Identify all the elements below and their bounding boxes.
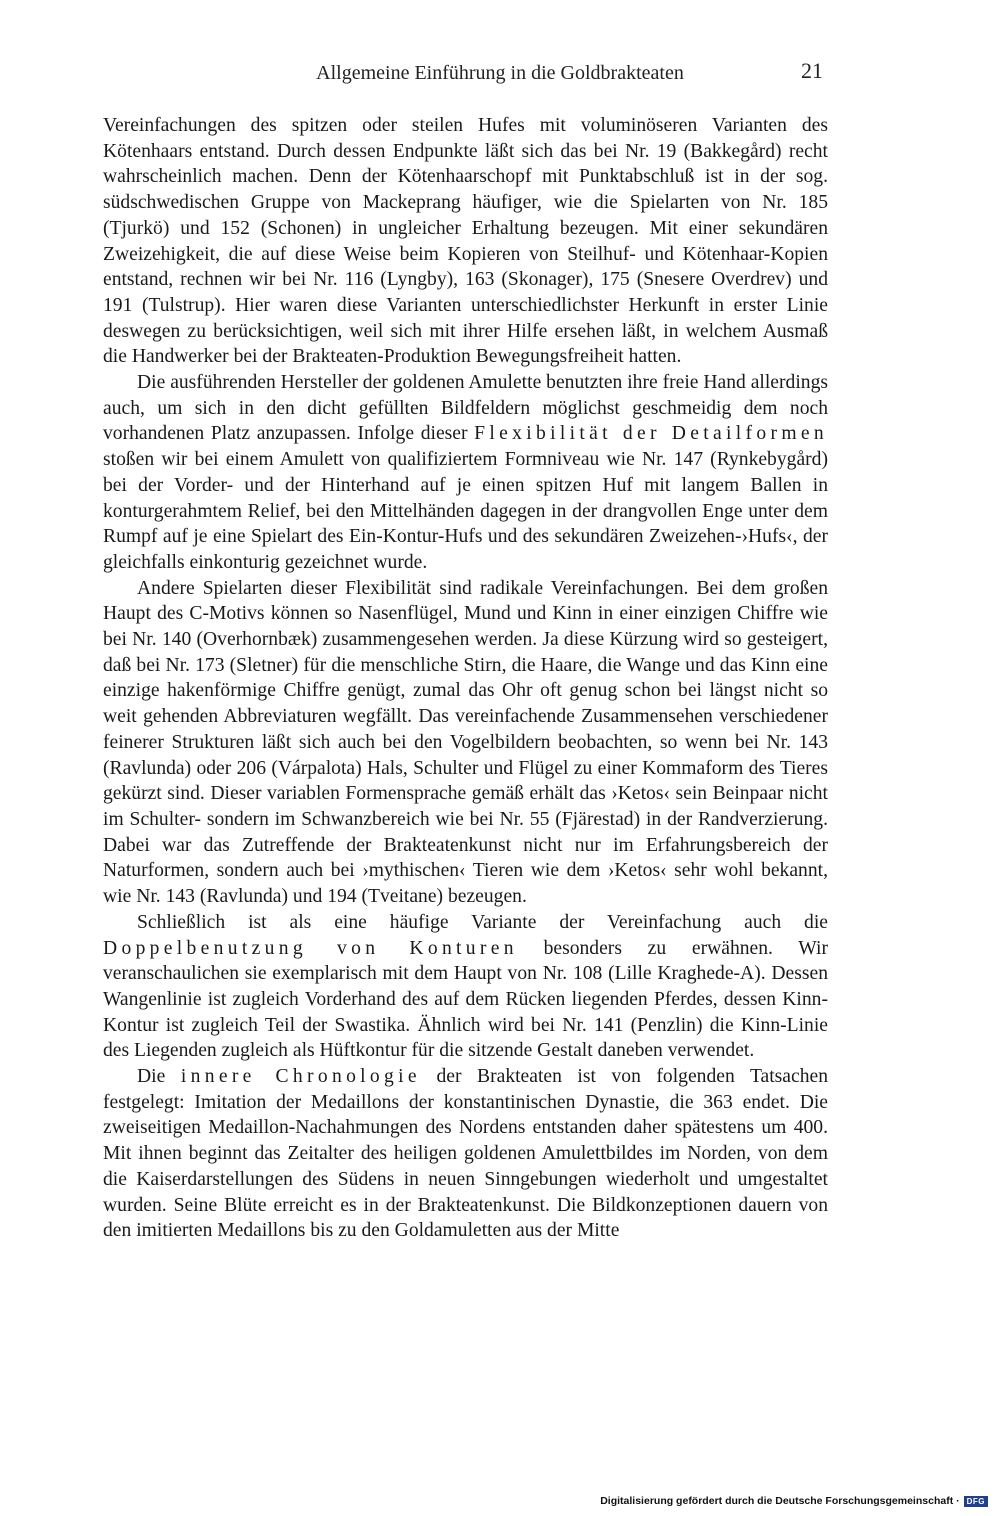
credit-text: Digitalisierung gefördert durch die Deutsche Forschungsgemeinschaft · — [600, 1495, 960, 1507]
spaced-emphasis: Doppelbenutzung von Konturen — [103, 937, 518, 959]
text-segment: Vereinfachungen des spitzen oder steilen Hufes mit voluminöseren Varianten des Kötenhaars entstand. Durch dessen Endpunkte läßt sich das bei Nr. 19 (Bakkegård) recht wahrscheinlich machen. Denn der Kötenhaarschopf mit Punktabschluß ist in der sog. südschwedischen Gruppe von Mackeprang häufiger, wie die Spielarten von Nr. 185 (Tjurkö) und 152 (Schonen) in ungleicher Erhaltung bezeugen. Mit einer sekundären Zweizehigkeit, die auf diese Weise beim Kopieren von Steilhuf- und Kötenhaar-Kopien entstand, rechnen wir bei Nr. 116 (Lyngby), 163 (Skonager), 175 (Snesere Overdrev) und 191 (Tulstrup). Hier waren diese Varianten unterschiedlichster Herkunft in erster Linie deswegen zu berücksichtigen, weil sich mit ihrer Hilfe ersehen läßt, in welchem Ausmaß die Handwerker bei der Brakteaten-Produktion Bewegungsfreiheit hatten. — [103, 115, 828, 368]
body-text — [103, 113, 828, 1244]
text-segment: Andere Spielarten dieser Flexibilität sind radikale Vereinfachungen. Bei dem großen Haupt des C-Motivs können so Nasenflügel, Mund und Kinn in einer einzigen Chiffre wie bei Nr. 140 (Overhornbæk) zusammengesehen werden. Ja diese Kürzung wird so gesteigert, daß bei Nr. 173 (Sletner) für die menschliche Stirn, die Haare, die Wange und das Kinn eine einzige hakenförmige Chiffre genügt, zumal das Ohr oft genug schon bei längst nicht so weit gehenden Abbreviaturen wegfällt. Das vereinfachende Zusammensehen verschiedener feinerer Strukturen läßt sich auch bei den Vogelbildern beobachten, so wenn bei Nr. 143 (Ravlunda) oder 206 (Várpalota) Hals, Schulter und Flügel zu einer Kommaform des Tieres gekürzt sind. Dieser variablen Formensprache gemäß erhält das ›Ketos‹ sein Beinpaar nicht im Schulter- sondern im Schwanzbereich wie bei Nr. 55 (Fjärestad) in der Randverzierung. Dabei war das Zutreffende der Brakteatenkunst nicht nur im Erfahrungsbereich der Naturformen, sondern auch bei ›mythischen‹ Tieren wie dem ›Ketos‹ sehr wohl bekannt, wie Nr. 143 (Ravlunda) und 194 (Tveitane) bezeugen. — [103, 577, 828, 908]
digitization-credit — [600, 1495, 988, 1507]
paragraph-3 — [103, 576, 828, 910]
spaced-emphasis: Flexibilität der Detailformen — [474, 423, 828, 445]
paragraph-1 — [103, 113, 828, 370]
paragraph-2 — [103, 370, 828, 576]
dfg-logo: DFG — [964, 1496, 988, 1507]
paragraph-5 — [103, 1064, 828, 1244]
running-title: Allgemeine Einführung in die Goldbrakteaten — [316, 62, 684, 84]
text-segment: Schließlich ist als eine häufige Variante der Vereinfachung auch die — [137, 911, 828, 933]
text-segment: Die — [137, 1066, 181, 1088]
text-segment: der Brakteaten ist von folgenden Tatsachen festgelegt: Imitation der Medaillons der konstantinischen Dynastie, die 363 endet. Die zweiseitigen Medaillon-Nachahmungen des Nordens entstanden daher spätestens um 400. Mit ihnen beginnt das Zeitalter des heiligen goldenen Amulettbildes im Norden, von dem die Kaiserdarstellungen des Südens in neuen Sinngebungen wiederholt und umgestaltet wurden. Seine Blüte erreicht es in der Brakteatenkunst. Die Bildkonzeptionen dauern von den imitierten Medaillons bis zu den Goldamuletten aus der Mitte — [103, 1066, 828, 1242]
spaced-emphasis: innere Chronologie — [180, 1066, 421, 1088]
text-segment: stoßen wir bei einem Amulett von qualifiziertem Formniveau wie Nr. 147 (Rynkebygård) bei der Vorder- und der Hinterhand auf je einen spitzen Huf mit langem Ballen in konturgerahmtem Relief, bei den Mittelhänden dagegen in der drangvollen Enge unter dem Rumpf auf je eine Spielart des Ein-Kontur-Hufs und des sekundären Zweizehen-›Hufs‹, der gleichfalls einkonturig gezeichnet wurde. — [103, 449, 828, 573]
paragraph-4 — [103, 910, 828, 1064]
page-number: 21 — [801, 58, 823, 83]
text-segment: besonders zu erwähnen. Wir veranschaulichen sie exemplarisch mit dem Haupt von Nr. 108 (Lille Kraghede-A). Dessen Wangenlinie ist zugleich Vorderhand des auf dem Rücken liegenden Pferdes, dessen Kinn-Kontur ist zugleich Teil der Swastika. Ähnlich wird bei Nr. 141 (Penzlin) die Kinn-Linie des Liegenden zugleich als Hüftkontur für die sitzende Gestalt daneben verwendet. — [103, 937, 828, 1062]
text-segment: Die ausführenden Hersteller der goldenen Amulette benutzten ihre freie Hand allerdings auch, um sich in den dicht gefüllten Bildfeldern möglichst geschmeidig dem noch vorhandenen Platz anzupassen. Infolge dieser — [103, 372, 828, 445]
